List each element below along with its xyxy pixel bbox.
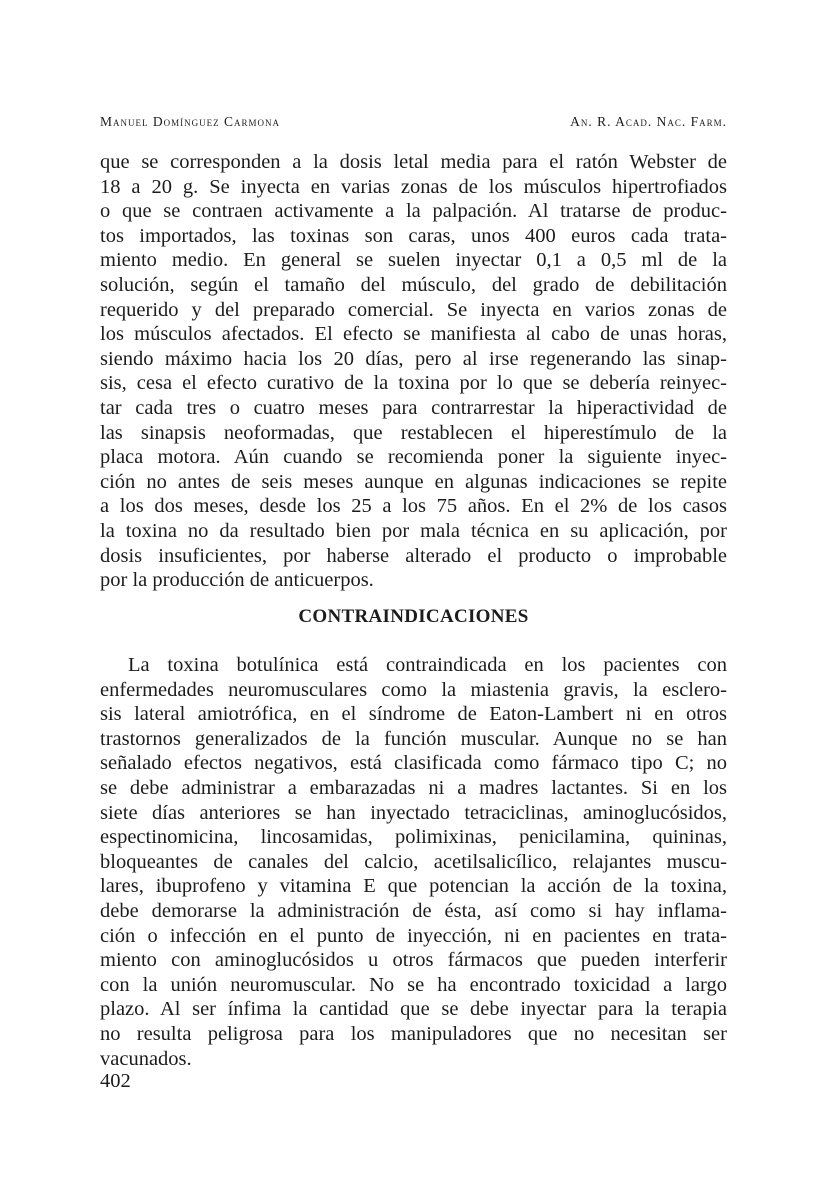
body-paragraph-contraindications [100,653,727,1071]
text-line: espectinomicina, lincosamidas, polimixinas, penicilamina, quininas, [100,826,727,849]
text-line: placa motora. Aún cuando se recomienda poner la siguiente inyec- [100,446,727,469]
text-line: debe demorarse la administración de ésta, así como si hay inflama- [100,899,727,922]
text-line: ción no antes de seis meses aunque en algunas indicaciones se repite [100,470,727,493]
text-line: vacunados. [100,1047,192,1070]
text-line: La toxina botulínica está contraindicada en los pacientes con [128,654,727,676]
body-paragraph-continuation [100,150,727,593]
text-line: que se corresponden a la dosis letal media para el ratón Webster de [100,151,727,173]
header-journal: An. R. Acad. Nac. Farm. [570,114,727,129]
text-line: 18 a 20 g. Se inyecta en varias zonas de los músculos hipertrofiados [100,175,727,198]
text-line: siendo máximo hacia los 20 días, pero al irse regenerando las sinap- [100,347,727,370]
text-line: sis lateral amiotrófica, en el síndrome de Eaton-Lambert ni en otros [100,703,727,726]
header-author: Manuel Domínguez Carmona [100,114,280,129]
text-line: señalado efectos negativos, está clasificada como fármaco tipo C; no [100,752,727,775]
text-line: miento con aminoglucósidos u otros fármacos que pueden interferir [100,949,727,972]
text-line: por la producción de anticuerpos. [100,569,374,592]
text-line: lares, ibuprofeno y vitamina E que potencian la acción de la toxina, [100,875,727,898]
text-line: ción o infección en el punto de inyección, ni en pacientes en trata- [100,924,727,947]
text-line: la toxina no da resultado bien por mala técnica en su aplicación, por [100,519,727,542]
text-line: con la unión neuromuscular. No se ha encontrado toxicidad a largo [100,973,727,996]
text-line: miento medio. En general se suelen inyectar 0,1 a 0,5 ml de la [100,249,727,272]
text-line: sis, cesa el efecto curativo de la toxina por lo que se debería reinyec- [100,372,727,395]
text-line: las sinapsis neoformadas, que restablecen el hiperestímulo de la [100,421,727,444]
text-line: o que se contraen activamente a la palpación. Al tratarse de produc- [100,200,727,223]
section-heading: CONTRAINDICACIONES [298,606,529,627]
text-line: trastornos generalizados de la función muscular. Aunque no se han [100,727,727,750]
text-line: plazo. Al ser ínfima la cantidad que se debe inyectar para la terapia [100,998,727,1021]
text-line: no resulta peligrosa para los manipuladores que no necesitan ser [100,1022,727,1045]
text-line: bloqueantes de canales del calcio, acetilsalicílico, relajantes muscu- [100,850,727,873]
text-line: tar cada tres o cuatro meses para contrarrestar la hiperactividad de [100,396,727,419]
running-header [100,114,727,134]
text-line: dosis insuficientes, por haberse alterado el producto o improbable [100,544,727,567]
text-line: requerido y del preparado comercial. Se inyecta en varios zonas de [100,298,727,321]
text-line: enfermedades neuromusculares como la miastenia gravis, la esclero- [100,678,727,701]
text-line: solución, según el tamaño del músculo, del grado de debilitación [100,273,727,296]
text-line: a los dos meses, desde los 25 a los 75 años. En el 2% de los casos [100,495,727,518]
text-line: se debe administrar a embarazadas ni a madres lactantes. Si en los [100,776,727,799]
text-line: los músculos afectados. El efecto se manifiesta al cabo de unas horas, [100,323,727,346]
page-number: 402 [100,1070,131,1092]
text-line: tos importados, las toxinas son caras, unos 400 euros cada trata- [100,224,727,247]
text-line: siete días anteriores se han inyectado tetraciclinas, aminoglucósidos, [100,801,727,824]
